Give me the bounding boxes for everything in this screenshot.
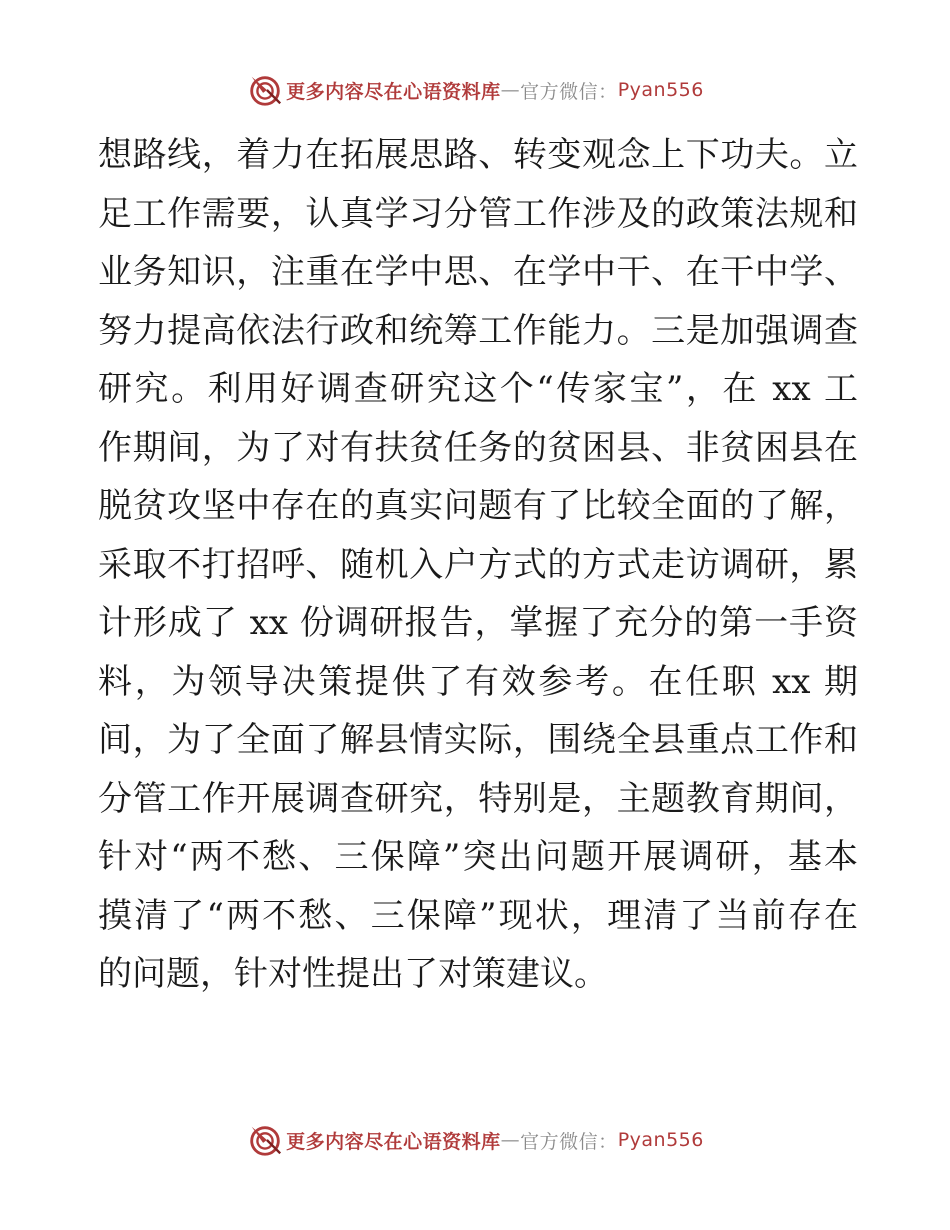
banner-separator: — bbox=[500, 1129, 521, 1151]
body-line: 研究。利用好调查研究这个“传家宝”，在 xx 工 bbox=[98, 369, 858, 409]
body-line: 作期间，为了对有扶贫任务的贫困县、非贫困县在 bbox=[98, 427, 858, 468]
banner-title: 更多内容尽在心语资料库 bbox=[286, 80, 501, 103]
pen-logo-icon bbox=[246, 1121, 284, 1159]
pen-logo-icon bbox=[246, 71, 284, 109]
body-line: 摸清了“两不愁、三保障”现状，理清了当前存在 bbox=[98, 895, 858, 936]
body-line: 采取不打招呼、随机入户方式的方式走访调研，累 bbox=[98, 544, 858, 585]
body-line: 的问题，针对性提出了对策建议。 bbox=[98, 954, 608, 994]
banner-wechat-id: Pyan556 bbox=[617, 79, 704, 101]
header-banner bbox=[0, 70, 950, 110]
body-line: 针对“两不愁、三保障”突出问题开展调研，基本 bbox=[98, 837, 858, 877]
body-line: 分管工作开展调查研究，特别是，主题教育期间， bbox=[98, 778, 858, 819]
banner-title: 更多内容尽在心语资料库 bbox=[286, 1130, 501, 1153]
banner-label: 官方微信： bbox=[520, 1130, 618, 1153]
body-line: 业务知识，注重在学中思、在学中干、在干中学、 bbox=[98, 252, 858, 292]
body-line: 间，为了全面了解县情实际，围绕全县重点工作和 bbox=[98, 720, 858, 760]
banner-separator: — bbox=[500, 79, 521, 101]
body-line: 料，为领导决策提供了有效参考。在任职 xx 期 bbox=[98, 661, 858, 702]
banner-label: 官方微信： bbox=[520, 80, 618, 103]
body-line: 计形成了 xx 份调研报告，掌握了充分的第一手资 bbox=[98, 603, 858, 643]
banner-wechat-id: Pyan556 bbox=[617, 1129, 704, 1151]
body-line: 足工作需要，认真学习分管工作涉及的政策法规和 bbox=[98, 193, 858, 234]
footer-banner bbox=[0, 1120, 950, 1160]
body-line: 脱贫攻坚中存在的真实问题有了比较全面的了解， bbox=[98, 486, 858, 526]
body-line: 努力提高依法行政和统筹工作能力。三是加强调查 bbox=[98, 310, 858, 351]
body-line: 想路线，着力在拓展思路、转变观念上下功夫。立 bbox=[98, 135, 858, 175]
document-body bbox=[98, 126, 858, 1004]
